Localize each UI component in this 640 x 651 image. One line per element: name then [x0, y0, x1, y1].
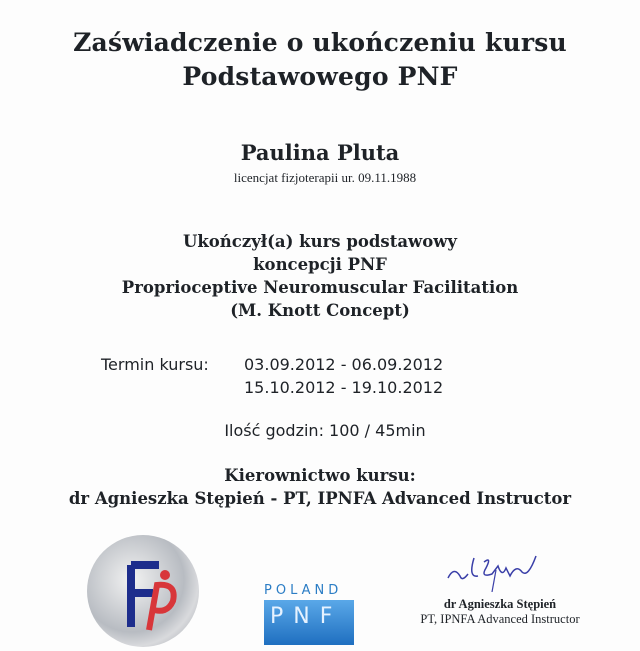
signature-image: [440, 548, 550, 592]
accreditation-seal: [87, 535, 199, 647]
management-person: dr Agnieszka Stępień - PT, IPNFA Advanced Instructor: [68, 489, 572, 508]
logo-main-text: PNF: [264, 600, 354, 645]
course-line2: koncepcji PNF: [253, 255, 387, 274]
recipient-name: Paulina Pluta: [240, 140, 400, 165]
seal-logo-icon: [87, 535, 199, 647]
course-line1: Ukończył(a) kurs podstawowy: [182, 232, 458, 251]
term-date-1: 03.09.2012 - 06.09.2012: [244, 355, 444, 374]
signature-name: dr Agnieszka Stępień: [443, 597, 557, 611]
term-date-2: 15.10.2012 - 19.10.2012: [244, 378, 444, 397]
hours: Ilość godzin: 100 / 45min: [224, 421, 426, 440]
signature-role: PT, IPNFA Advanced Instructor: [420, 612, 580, 626]
poland-pnf-logo: [264, 583, 354, 643]
management-label: Kierownictwo kursu:: [224, 466, 416, 485]
term-label: Termin kursu:: [101, 355, 209, 374]
recipient-details: licencjat fizjoterapii ur. 09.11.1988: [233, 170, 417, 185]
certificate-title-line1: Zaświadczenie o ukończeniu kursu: [73, 28, 567, 57]
course-line3: Proprioceptive Neuromuscular Facilitation: [121, 278, 519, 297]
logo-top-text: POLAND: [264, 583, 343, 598]
certificate-title-line2: Podstawowego PNF: [182, 62, 458, 91]
course-line4: (M. Knott Concept): [230, 301, 410, 320]
